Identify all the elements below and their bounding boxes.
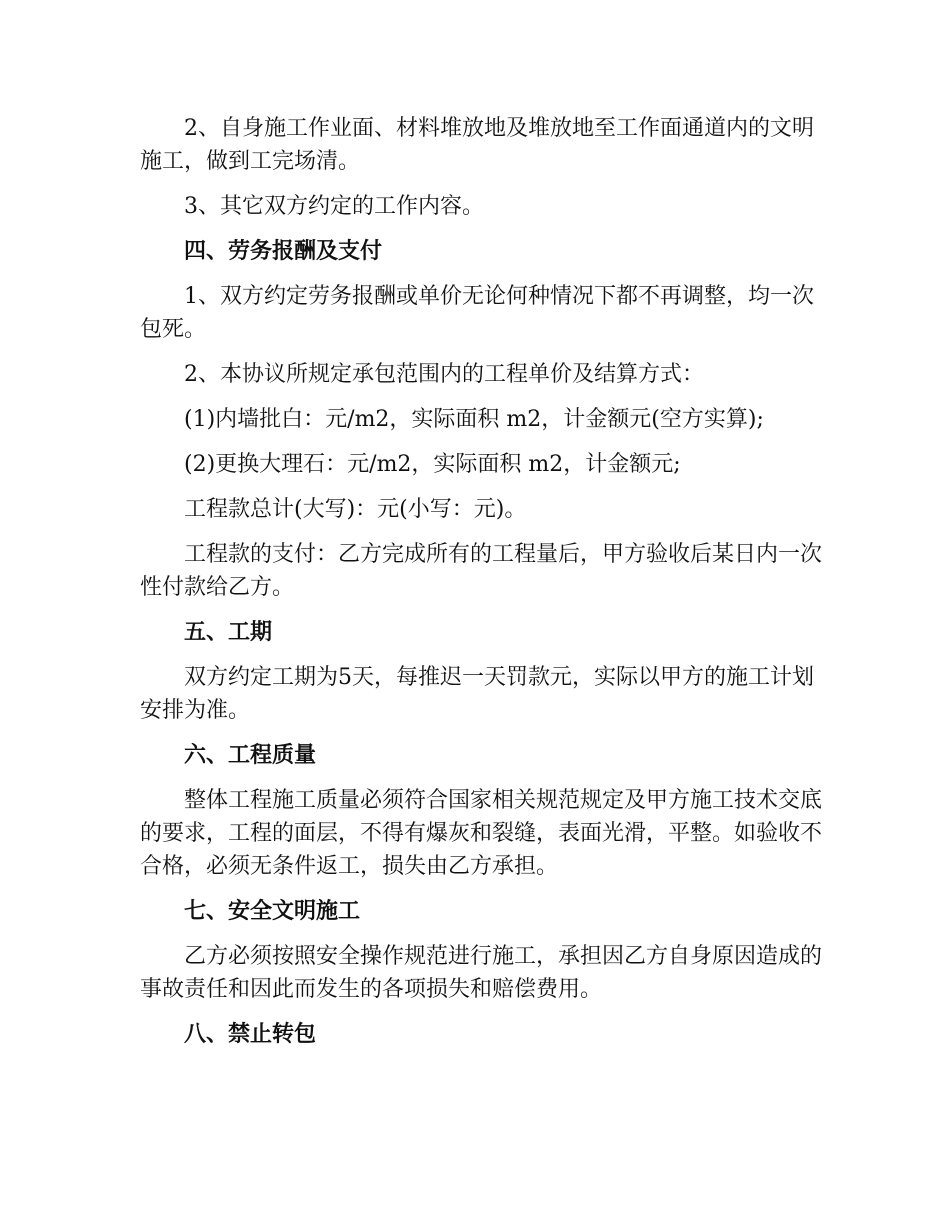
section-heading-no-subcontract: 八、禁止转包: [184, 1021, 317, 1047]
section-heading-payment: 四、劳务报酬及支付: [184, 238, 383, 264]
paragraph-fixed-remuneration: 1、双方约定劳务报酬或单价无论何种情况下都不再调整，均一次包死。: [140, 284, 814, 342]
paragraph-payment-terms: 工程款的支付：乙方完成所有的工程量后，甲方验收后某日内一次性付款给乙方。: [140, 542, 823, 600]
paragraph-unit-price-settlement: 2、本协议所规定承包范围内的工程单价及结算方式：: [184, 362, 704, 387]
paragraph-work-area-cleanup: 2、自身施工作业面、材料堆放地及堆放地至工作面通道内的文明施工，做到工完场清。: [140, 116, 814, 174]
section-heading-duration: 五、工期: [184, 619, 273, 645]
document-body: [140, 112, 830, 1063]
paragraph-marble-item: (2)更换大理石：元/m2，实际面积 m2，计金额元;: [184, 452, 681, 477]
paragraph-other-agreed-work: 3、其它双方约定的工作内容。: [184, 194, 484, 219]
section-heading-safety: 七、安全文明施工: [184, 898, 361, 924]
section-heading-quality: 六、工程质量: [184, 742, 317, 768]
paragraph-duration-terms: 双方约定工期为5天，每推迟一天罚款元，实际以甲方的施工计划安排为准。: [140, 665, 814, 723]
paragraph-safety-terms: 乙方必须按照安全操作规范进行施工，承担因乙方自身原因造成的事故责任和因此而发生的各项损失和赔偿费用。: [140, 944, 823, 1002]
paragraph-quality-terms: 整体工程施工质量必须符合国家相关规范规定及甲方施工技术交底的要求，工程的面层，不得有爆灰和裂缝，表面光滑，平整。如验收不合格，必须无条件返工，损失由乙方承担。: [140, 788, 823, 879]
paragraph-inner-wall-item: (1)内墙批白：元/m2，实际面积 m2，计金额元(空方实算);: [184, 407, 764, 432]
paragraph-total-amount: 工程款总计(大写)：元(小写：元)。: [184, 497, 527, 522]
